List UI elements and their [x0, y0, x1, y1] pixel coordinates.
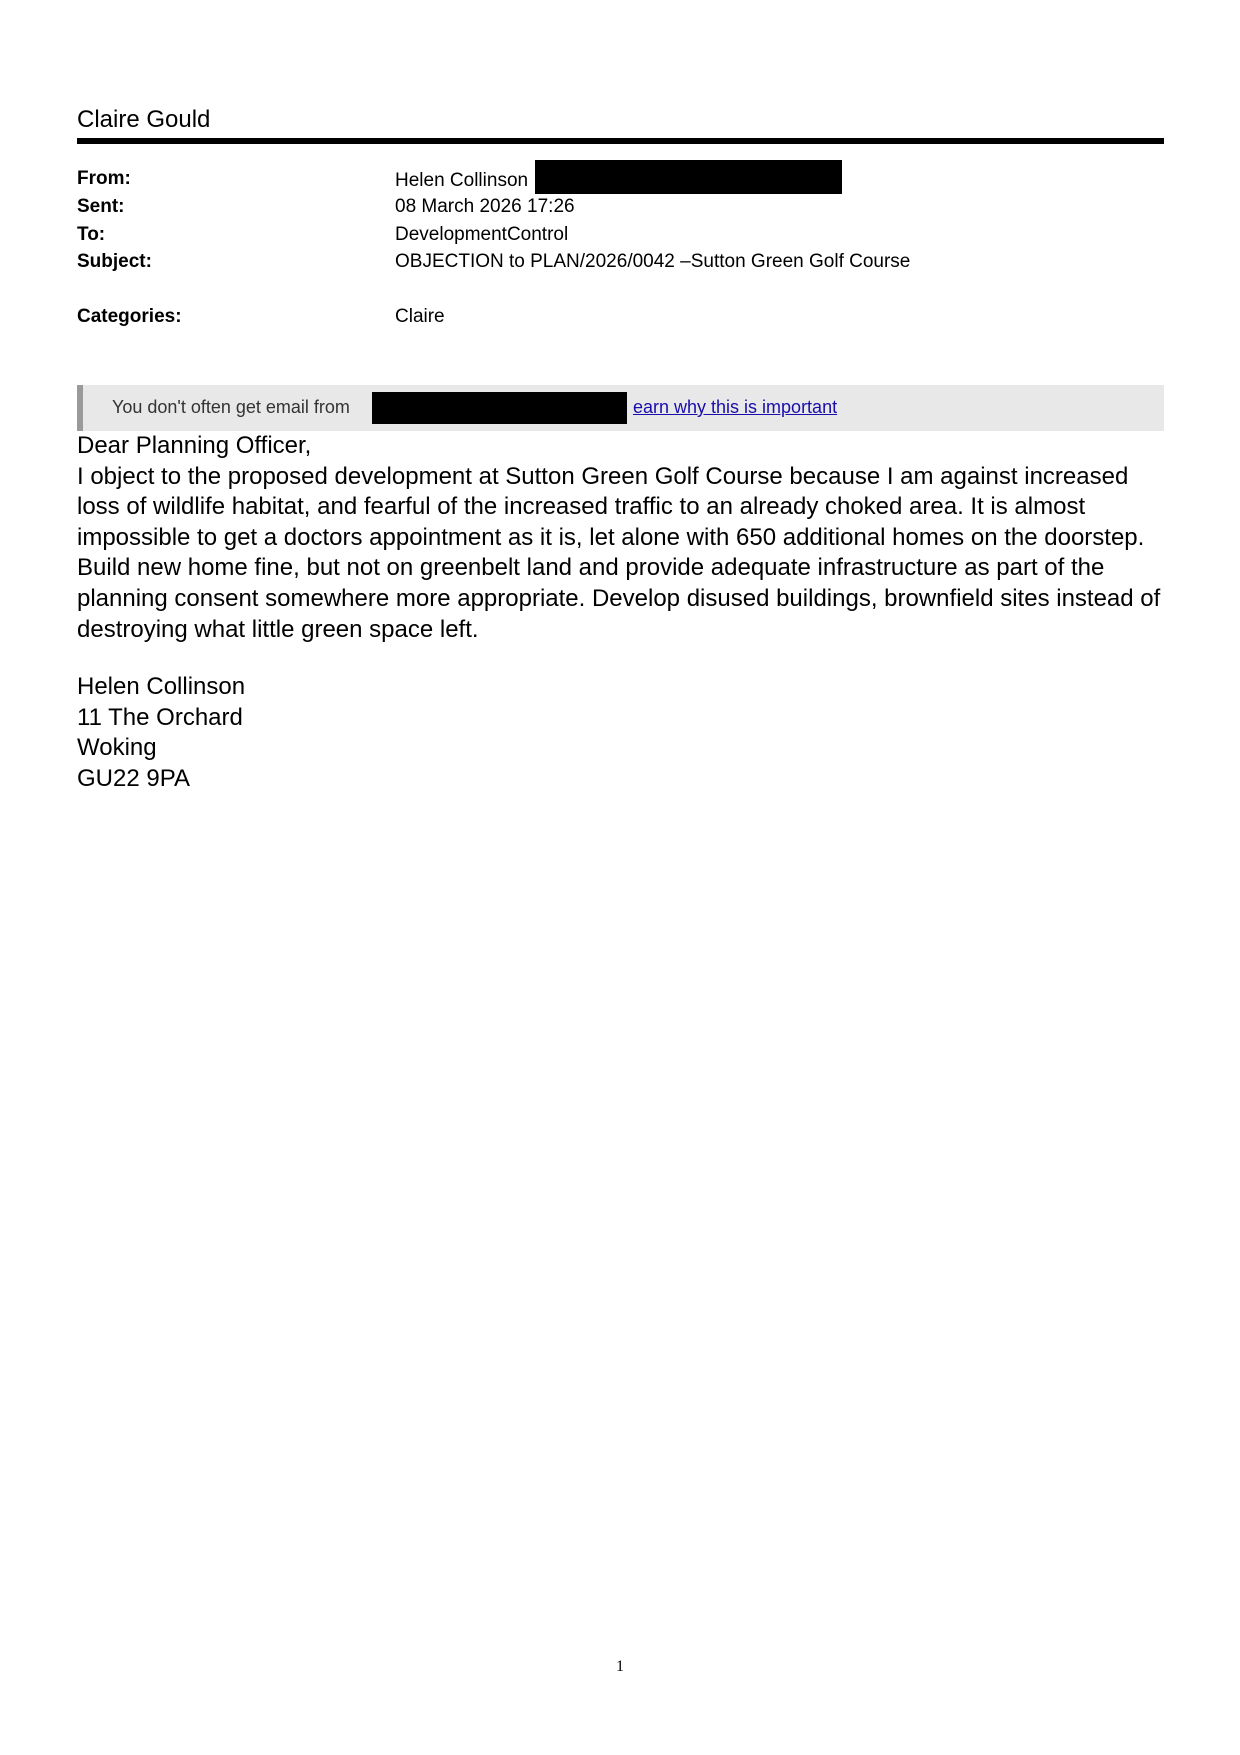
to-label: To: [77, 224, 106, 245]
external-sender-banner [77, 385, 1164, 431]
salutation: Dear Planning Officer, [77, 432, 312, 459]
signature-postcode: GU22 9PA [77, 764, 190, 792]
from-value [395, 168, 842, 194]
signature-block [77, 672, 245, 794]
categories-label: Categories: [77, 306, 182, 327]
sent-label: Sent: [77, 196, 125, 217]
document-owner-name: Claire Gould [77, 106, 211, 133]
categories-value: Claire [395, 306, 445, 327]
to-value: DevelopmentControl [395, 224, 569, 245]
sent-value: 08 March 2026 17:26 [395, 196, 575, 217]
learn-why-link[interactable]: earn why this is important [633, 397, 838, 417]
subject-label: Subject: [77, 251, 152, 272]
body-paragraph: I object to the proposed development at Sutton Green Golf Course because I am against increased loss of wildlife habitat, and fearful of the increased traffic to an already choked area. It is almost impossible to get a doctors appointment as it is, let alone with 650 additional homes on the doorstep. Build new home fine, but not on greenbelt land and provide adequate infrastructure as part of the planning consent somewhere more appropriate. Develop disused buildings, brownfield sites instead of destroying what little green space left. [77, 462, 1161, 643]
from-label: From: [77, 168, 131, 189]
banner-text: You don't often get email from [112, 397, 350, 417]
signature-town: Woking [77, 734, 157, 762]
redacted-email [535, 160, 842, 194]
signature-name: Helen Collinson [77, 673, 246, 700]
page-number: 1 [616, 1658, 624, 1675]
signature-address-line1: 11 The Orchard [77, 703, 243, 731]
from-name: Helen Collinson [395, 170, 529, 192]
banner-redacted-email [372, 392, 627, 424]
email-body [77, 431, 1172, 645]
subject-value: OBJECTION to PLAN/2026/0042 –Sutton Green Golf Course [395, 251, 911, 272]
header-divider [77, 138, 1164, 144]
